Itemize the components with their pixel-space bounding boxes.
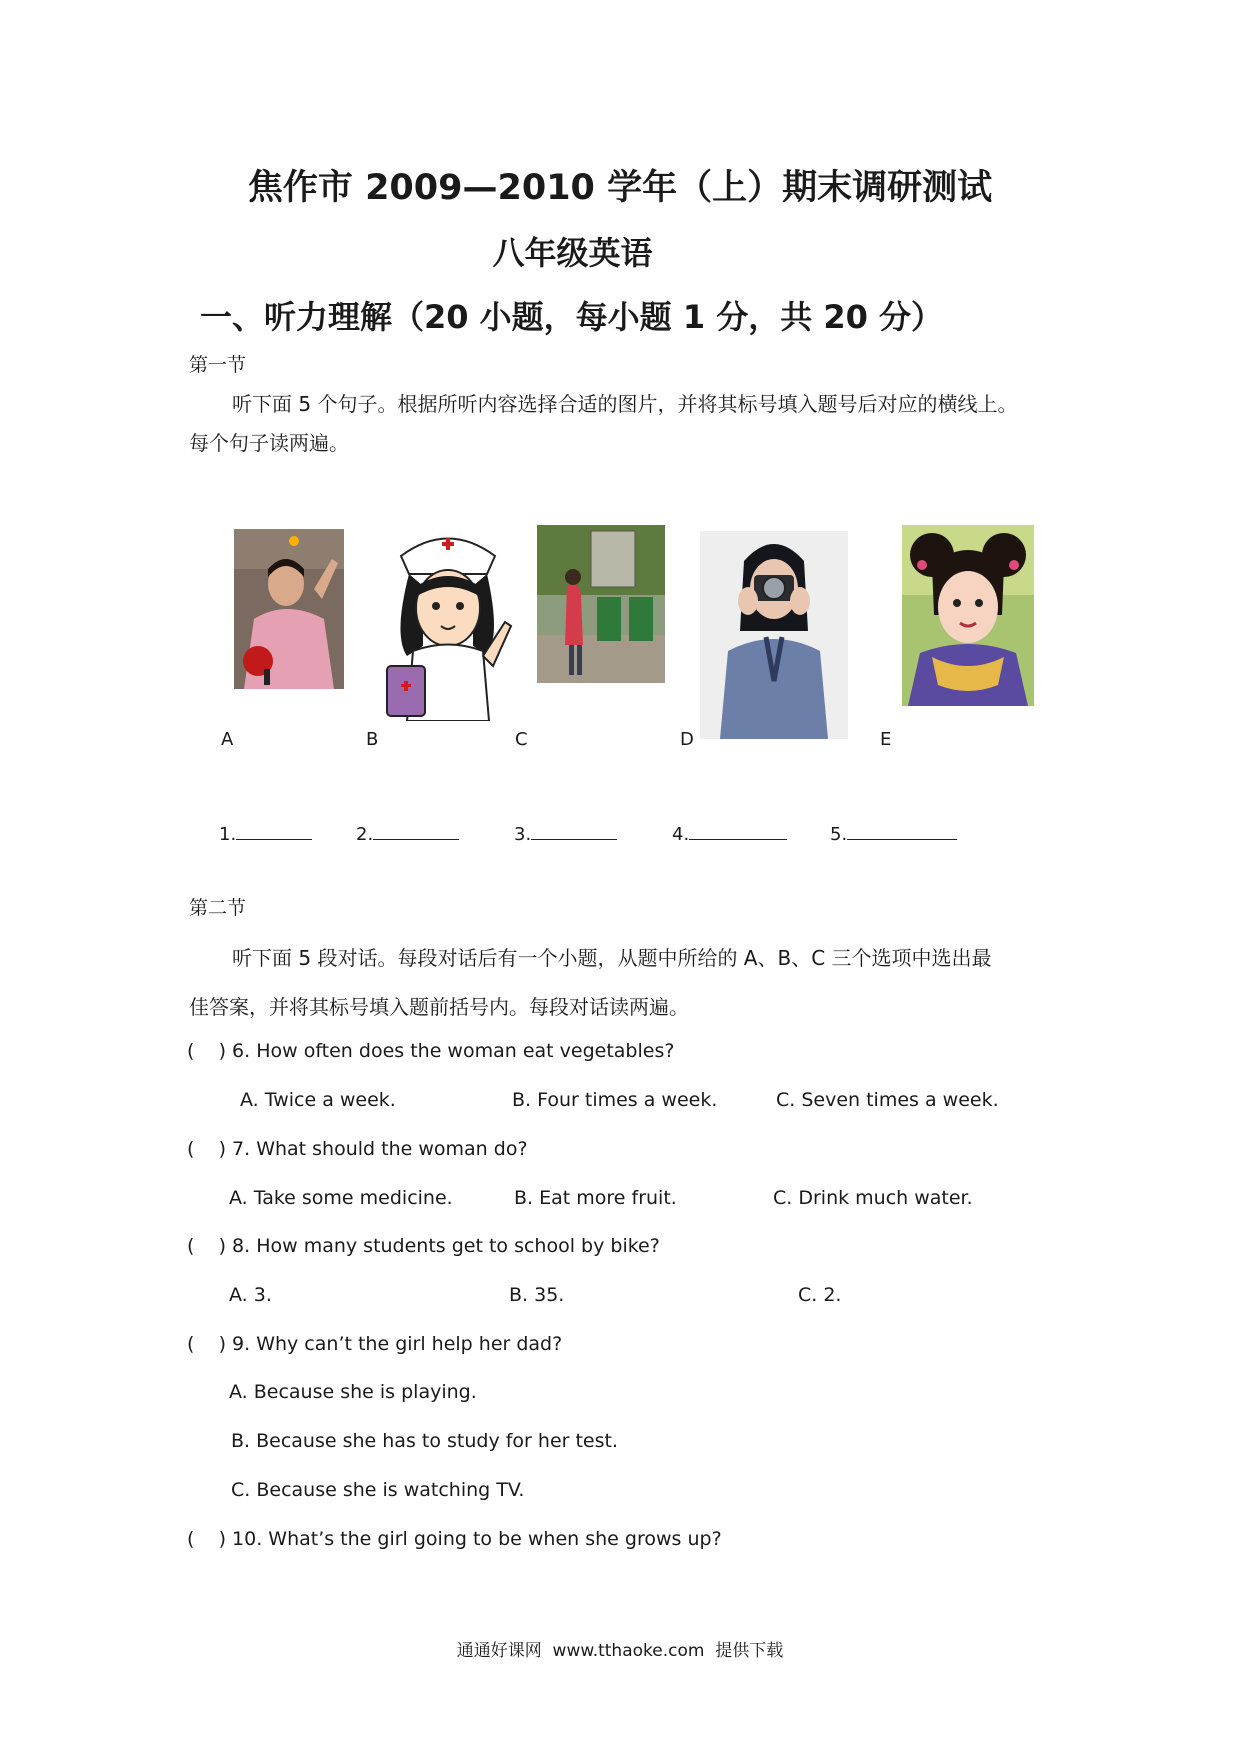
picture-b-nurse-cartoon: [383, 526, 513, 721]
question-9-bracket[interactable]: ( ): [187, 1333, 226, 1355]
blank-4-number: 4.: [672, 824, 690, 845]
question-7: [187, 1138, 528, 1160]
page-title: 焦作市 2009—2010 学年（上）期末调研测试: [247, 168, 993, 208]
question-8-option-a: A. 3.: [229, 1284, 272, 1306]
question-7-text: 7. What should the woman do?: [232, 1138, 528, 1160]
picture-e-costume-actress: [902, 525, 1034, 706]
question-9: [187, 1333, 562, 1355]
blank-1-line[interactable]: [236, 821, 312, 840]
section2-instruction-1: 听下面 5 段对话。每段对话后有一个小题，从题中所给的 A、B、C 三个选项中选出最: [232, 946, 992, 970]
question-6-option-c: C. Seven times a week.: [776, 1089, 999, 1111]
question-10-bracket[interactable]: ( ): [187, 1528, 226, 1550]
picture-b-label: B: [366, 729, 379, 750]
section1-instruction-2: 每个句子读两遍。: [189, 431, 349, 455]
page-subtitle: 八年级英语: [492, 234, 653, 272]
section1-instruction-1: 听下面 5 个句子。根据所听内容选择合适的图片，并将其标号填入题号后对应的横线上。: [232, 392, 1018, 416]
question-6-text: 6. How often does the woman eat vegetables?: [232, 1040, 675, 1062]
picture-a-table-tennis-player: [234, 529, 344, 689]
question-7-option-b: B. Eat more fruit.: [514, 1187, 677, 1209]
blank-5-number: 5.: [830, 824, 848, 845]
question-10: [187, 1528, 722, 1550]
blank-5: [830, 821, 957, 845]
question-7-option-c: C. Drink much water.: [773, 1187, 973, 1209]
question-6-option-b: B. Four times a week.: [512, 1089, 718, 1111]
blank-2: [356, 821, 459, 845]
blank-4: [672, 821, 787, 845]
question-9-option-b: B. Because she has to study for her test.: [231, 1430, 619, 1452]
blank-1-number: 1.: [219, 824, 237, 845]
blank-2-line[interactable]: [373, 821, 459, 840]
picture-d-label: D: [680, 729, 694, 750]
question-6-bracket[interactable]: ( ): [187, 1040, 226, 1062]
question-8-bracket[interactable]: ( ): [187, 1235, 226, 1257]
blank-1: [219, 821, 312, 845]
section2-label: 第二节: [189, 897, 247, 919]
blank-3-line[interactable]: [531, 821, 617, 840]
picture-a-label: A: [221, 729, 234, 750]
question-7-option-a: A. Take some medicine.: [229, 1187, 453, 1209]
question-9-text: 9. Why can’t the girl help her dad?: [232, 1333, 563, 1355]
question-6-option-a: A. Twice a week.: [240, 1089, 396, 1111]
blank-4-line[interactable]: [689, 821, 787, 840]
picture-c-label: C: [515, 729, 528, 750]
question-8-option-c: C. 2.: [798, 1284, 842, 1306]
question-8-option-b: B. 35.: [509, 1284, 565, 1306]
part1-heading: 一、听力理解（20 小题，每小题 1 分，共 20 分）: [200, 298, 944, 336]
blank-3-number: 3.: [514, 824, 532, 845]
section1-label: 第一节: [189, 354, 247, 376]
picture-d-camera-girl: [700, 531, 848, 739]
question-7-bracket[interactable]: ( ): [187, 1138, 226, 1160]
picture-c-trash-bins: [537, 525, 665, 683]
question-6: [187, 1040, 674, 1062]
page-footer: 通通好课网 www.tthaoke.com 提供下载: [456, 1641, 784, 1661]
section2-instruction-2: 佳答案，并将其标号填入题前括号内。每段对话读两遍。: [189, 995, 689, 1019]
blank-3: [514, 821, 617, 845]
question-8-text: 8. How many students get to school by bike?: [232, 1235, 660, 1257]
question-9-option-a: A. Because she is playing.: [229, 1381, 477, 1403]
picture-e-label: E: [880, 729, 892, 750]
blank-2-number: 2.: [356, 824, 374, 845]
blank-5-line[interactable]: [847, 821, 957, 840]
question-8: [187, 1235, 660, 1257]
question-9-option-c: C. Because she is watching TV.: [231, 1479, 525, 1501]
question-10-text: 10. What’s the girl going to be when she grows up?: [232, 1528, 722, 1550]
